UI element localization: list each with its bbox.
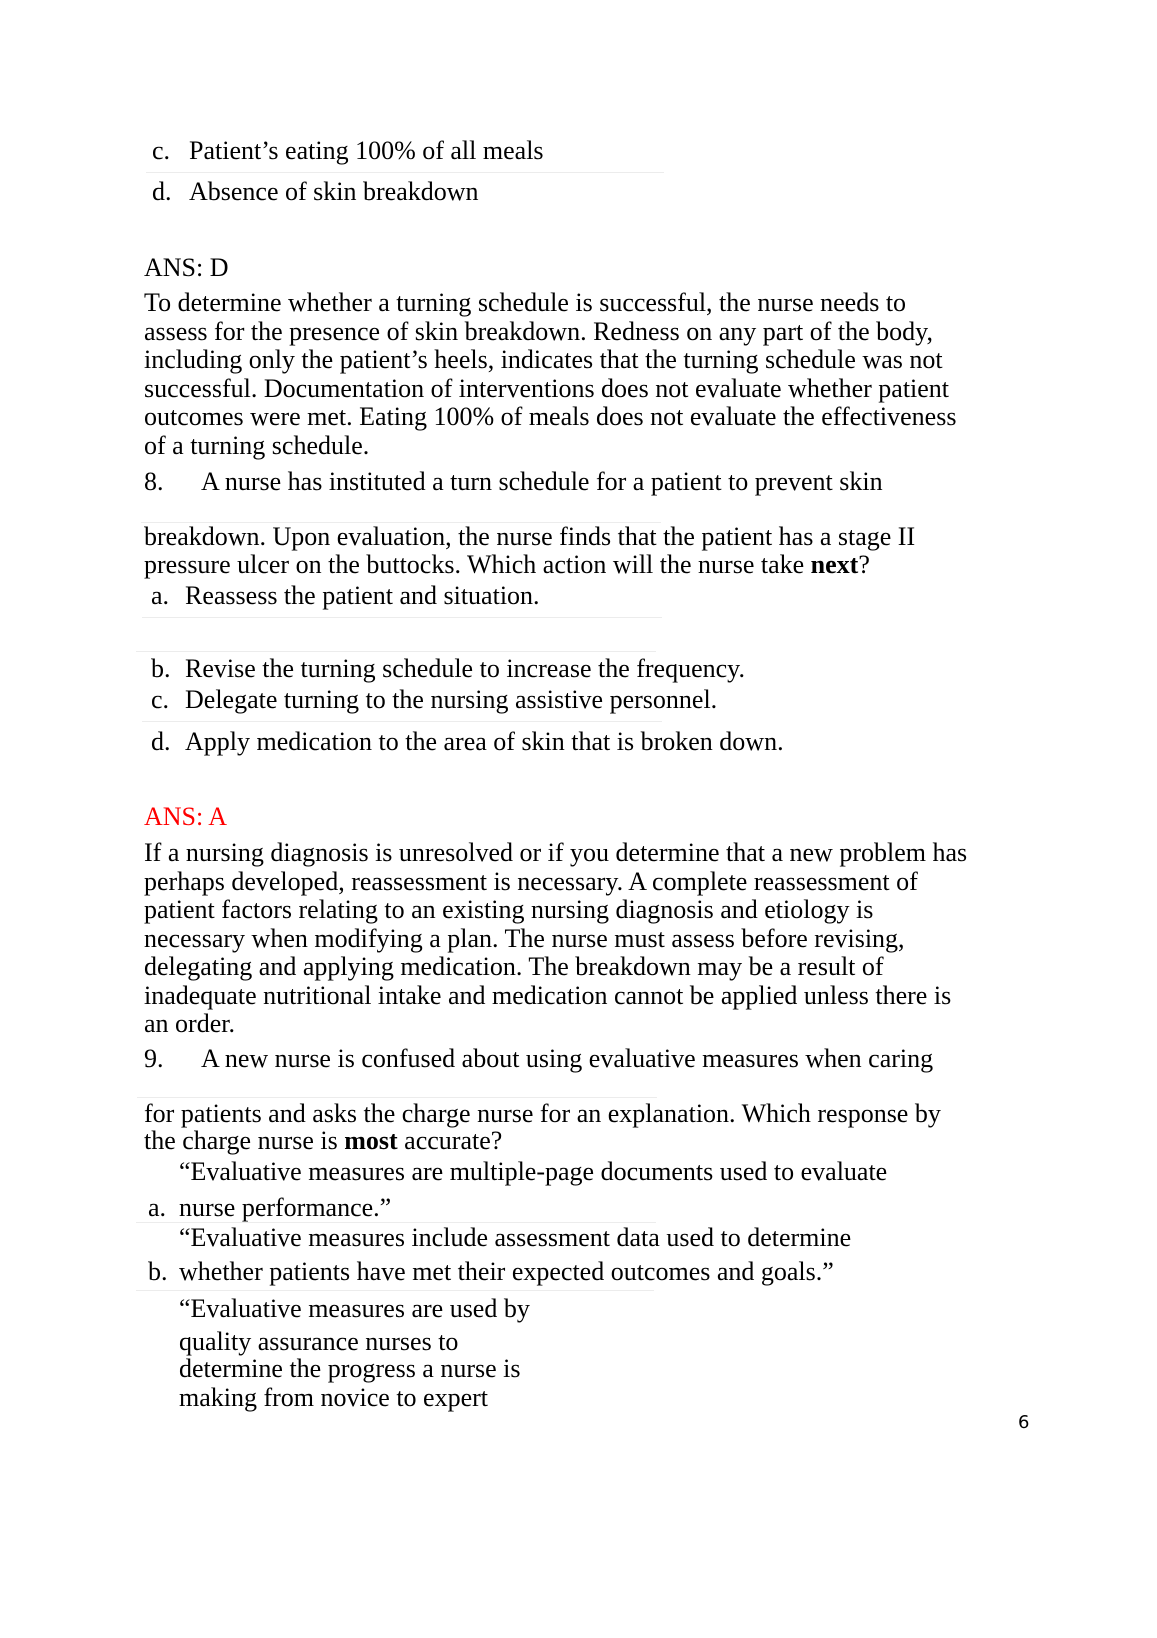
q9-option-c-line4: making from novice to expert (179, 1383, 489, 1412)
q8-rationale: If a nursing diagnosis is unresolved or if you determine that a new problem has perhaps developed, reassessment is necessary. A complete reassessment of patient factors relating to an existing nursing diagnosis and etiology is necessary when modifying a plan. The nurse must assess before revising, delegating and applying medication. The breakdown may be a result of inadequate nutritional intake and medication cannot be applied unless there is an order. (144, 838, 968, 1038)
q9-option-c-line2: quality assurance nurses to (179, 1327, 459, 1356)
option-letter: a. (151, 581, 170, 610)
page-number: 6 (1018, 1412, 1030, 1433)
q9-option-b-line1: “Evaluative measures include assessment data used to determine (179, 1223, 852, 1252)
q7-rationale: To determine whether a turning schedule is successful, the nurse needs to assess for the presence of skin breakdown. Redness on any part of the body, including only the patient’s heels, indicates that the turning schedule was not successful. Documentation of interventions does not evaluate whether patient outcomes were met. Eating 100% of meals does not evaluate the effectiveness of a turning schedule. (144, 288, 957, 460)
stem-text: the charge nurse is (144, 1126, 345, 1155)
option-text: Reassess the patient and situation. (185, 581, 540, 610)
option-letter: d. (151, 727, 171, 756)
q9-stem-line3 (144, 1127, 502, 1155)
q9-stem-line1: A new nurse is confused about using evaluative measures when caring (201, 1044, 934, 1073)
q8-option-b (151, 655, 745, 683)
stem-emphasis: most (344, 1126, 398, 1155)
stem-text: accurate? (397, 1126, 503, 1155)
q8-option-d (151, 728, 784, 756)
q9-option-b-line2: whether patients have met their expected outcomes and goals.” (179, 1257, 834, 1286)
stem-emphasis: next (810, 550, 859, 579)
q9-option-c-line3: determine the progress a nurse is (179, 1354, 521, 1383)
q8-option-c (151, 686, 717, 714)
q8-stem-line2: breakdown. Upon evaluation, the nurse finds that the patient has a stage II (144, 522, 916, 551)
option-letter: d. (152, 177, 172, 206)
divider (142, 721, 662, 722)
q8-number: 8. (144, 467, 164, 496)
q9-option-a-line2: nurse performance.” (179, 1193, 392, 1222)
q7-option-c (152, 137, 544, 165)
divider (136, 1290, 654, 1291)
divider (142, 617, 662, 618)
q9-number: 9. (144, 1044, 164, 1073)
option-text: Revise the turning schedule to increase the frequency. (185, 654, 745, 683)
stem-text: pressure ulcer on the buttocks. Which action will the nurse take (144, 550, 811, 579)
q9-option-a-letter: a. (148, 1193, 167, 1222)
q7-answer: ANS: D (144, 253, 229, 282)
divider (136, 651, 656, 652)
option-letter: b. (151, 654, 171, 683)
option-text: Apply medication to the area of skin that is broken down. (185, 727, 784, 756)
divider (146, 172, 664, 173)
q8-stem-line3 (144, 551, 870, 579)
option-letter: c. (151, 685, 170, 714)
q9-option-c-line1: “Evaluative measures are used by (179, 1294, 530, 1323)
q9-option-b-letter: b. (148, 1257, 168, 1286)
q8-option-a (151, 582, 540, 610)
q9-stem-line2: for patients and asks the charge nurse for an explanation. Which response by (144, 1099, 941, 1128)
option-text: Absence of skin breakdown (189, 177, 479, 206)
divider (137, 1097, 657, 1098)
option-text: Delegate turning to the nursing assistive personnel. (185, 685, 718, 714)
q7-option-d (152, 178, 479, 206)
stem-text: ? (858, 550, 870, 579)
q8-answer: ANS: A (144, 802, 228, 831)
option-text: Patient’s eating 100% of all meals (189, 136, 544, 165)
option-letter: c. (152, 136, 171, 165)
q9-option-a-line1: “Evaluative measures are multiple-page documents used to evaluate (179, 1157, 888, 1186)
q8-stem-line1: A nurse has instituted a turn schedule for a patient to prevent skin (201, 467, 883, 496)
